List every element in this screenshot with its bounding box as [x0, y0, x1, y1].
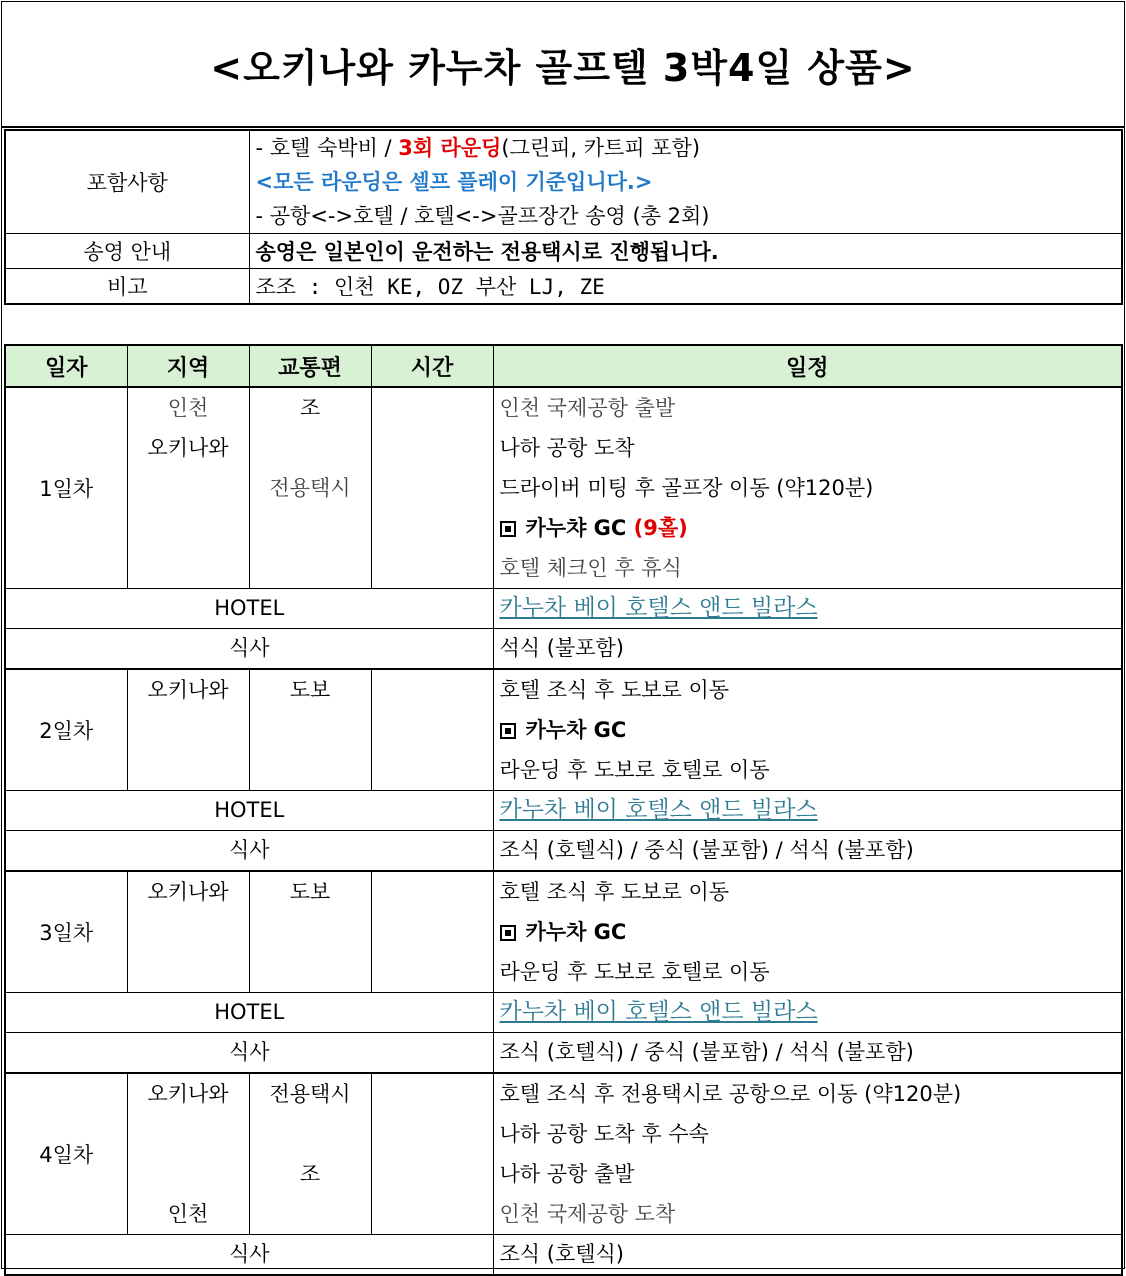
- day-2-hotel-row: [5, 791, 1122, 831]
- meal-value: 조식 (호텔식) / 중식 (불포함) / 석식 (불포함): [493, 831, 1122, 872]
- day-2-meal-row: [5, 831, 1122, 872]
- hotel-link[interactable]: 카누차 베이 호텔스 앤드 빌라스: [499, 595, 818, 621]
- hotel-link[interactable]: 카누차 베이 호텔스 앤드 빌라스: [499, 797, 818, 823]
- golf-course: 카누차 GC: [525, 718, 627, 742]
- golf-course: 카누챠 GC: [525, 516, 627, 540]
- region-line: 인천: [167, 396, 209, 420]
- note-label: 비고: [5, 269, 249, 305]
- transport-line: 조: [299, 396, 321, 420]
- schedule-line: 호텔 조식 후 전용택시로 공항으로 이동 (약120분): [499, 1082, 962, 1106]
- transfer-label: 송영 안내: [5, 234, 249, 269]
- day-4-row: [5, 1073, 1122, 1235]
- transfer-value: 송영은 일본인이 운전하는 전용택시로 진행됩니다.: [249, 234, 1122, 269]
- transport-line: 전용택시: [269, 1082, 351, 1106]
- day-1-meal-row: [5, 629, 1122, 670]
- schedule-line: 호텔 조식 후 도보로 이동: [499, 678, 730, 702]
- schedule-line: 드라이버 미팅 후 골프장 이동 (약120분): [499, 476, 874, 500]
- day-3-region: [127, 871, 249, 993]
- included-rounds: 3회 라운딩: [398, 136, 502, 160]
- header-region: 지역: [127, 345, 249, 387]
- day-2-schedule: [493, 669, 1122, 791]
- included-value: [249, 130, 1122, 234]
- included-line-2: <모든 라운딩은 셀프 플레이 기준입니다.>: [255, 170, 653, 194]
- day-2-region: [127, 669, 249, 791]
- hotel-label: HOTEL: [5, 791, 493, 831]
- included-line-1: [256, 131, 1122, 165]
- transport-line: 도보: [289, 678, 331, 702]
- hotel-label: HOTEL: [5, 589, 493, 629]
- meal-value: 조식 (호텔식) / 중식 (불포함) / 석식 (불포함): [493, 1033, 1122, 1074]
- schedule-line: 호텔 체크인 후 휴식: [499, 556, 682, 580]
- day-1-regions: [127, 387, 249, 589]
- included-label: 포함사항: [5, 130, 249, 234]
- schedule-line: 라운딩 후 도보로 호텔로 이동: [499, 758, 770, 782]
- golf-line: [494, 710, 1122, 750]
- day-3-hotel-row: [5, 993, 1122, 1033]
- note-value: 조조 : 인천 KE, OZ 부산 LJ, ZE: [249, 269, 1122, 305]
- day-1-transport: [249, 387, 371, 589]
- schedule-line: 라운딩 후 도보로 호텔로 이동: [499, 960, 770, 984]
- included-line1-post: (그린피, 카트피 포함): [501, 136, 701, 160]
- schedule-line: 호텔 조식 후 도보로 이동: [499, 880, 730, 904]
- square-bullet-icon: [500, 521, 516, 537]
- day-3-label: 3일차: [5, 871, 127, 993]
- header-row: [5, 345, 1122, 387]
- day-1-schedule: [493, 387, 1122, 589]
- meal-label: 식사: [5, 1033, 493, 1074]
- transport-line: 전용택시: [269, 476, 351, 500]
- hotel-link[interactable]: 카누차 베이 호텔스 앤드 빌라스: [499, 999, 818, 1025]
- day-3-meal-row: [5, 1033, 1122, 1074]
- hotel-cell: [493, 993, 1122, 1033]
- region-line: 오키나와: [147, 880, 229, 904]
- meal-label: 식사: [5, 831, 493, 872]
- day-1-hotel-row: [5, 589, 1122, 629]
- header-transport: 교통편: [249, 345, 371, 387]
- day-3-time: [371, 871, 493, 993]
- included-line1-pre: - 호텔 숙박비 /: [255, 136, 399, 160]
- day-4-meal-row: [5, 1235, 1122, 1276]
- day-2-label: 2일차: [5, 669, 127, 791]
- included-line-3: - 공항<->호텔 / 호텔<->골프장간 송영 (총 2회): [255, 204, 710, 228]
- golf-line: [494, 912, 1122, 952]
- schedule-line: 나하 공항 도착: [499, 436, 635, 460]
- hotel-cell: [493, 791, 1122, 831]
- day-4-label: 4일차: [5, 1073, 127, 1235]
- meal-label: 식사: [5, 629, 493, 670]
- day-1-label: 1일차: [5, 387, 127, 589]
- header-schedule: 일정: [493, 345, 1122, 387]
- day-3-schedule: [493, 871, 1122, 993]
- meal-value: 조식 (호텔식): [493, 1235, 1122, 1276]
- schedule-line: 나하 공항 출발: [499, 1162, 635, 1186]
- itinerary-page: [1, 1, 1125, 1269]
- meal-value: 석식 (불포함): [493, 629, 1122, 670]
- day-1-row: [5, 387, 1122, 589]
- info-table: [4, 129, 1123, 305]
- schedule-line: 인천 국제공항 출발: [499, 396, 676, 420]
- transport-line: 조: [299, 1162, 321, 1186]
- golf-holes: (9홀): [633, 516, 688, 540]
- day-2-row: [5, 669, 1122, 791]
- day-4-transport: [249, 1073, 371, 1235]
- transport-line: 도보: [289, 880, 331, 904]
- square-bullet-icon: [500, 925, 516, 941]
- hotel-cell: [493, 589, 1122, 629]
- region-line: 인천: [167, 1202, 209, 1226]
- day-1-time: [371, 387, 493, 589]
- region-line: 오키나와: [147, 1082, 229, 1106]
- page-title: <오키나와 카누차 골프텔 3박4일 상품>: [210, 45, 916, 90]
- day-3-transport: [249, 871, 371, 993]
- day-3-row: [5, 871, 1122, 993]
- schedule-line: 인천 국제공항 도착: [499, 1202, 676, 1226]
- day-2-transport: [249, 669, 371, 791]
- schedule-table: [4, 344, 1123, 1276]
- header-day: 일자: [5, 345, 127, 387]
- day-4-regions: [127, 1073, 249, 1235]
- region-line: 오키나와: [147, 436, 229, 460]
- title-box: [2, 2, 1124, 128]
- golf-line: [494, 508, 1122, 548]
- schedule-line: 나하 공항 도착 후 수속: [499, 1122, 709, 1146]
- region-line: 오키나와: [147, 678, 229, 702]
- golf-course: 카누차 GC: [525, 920, 627, 944]
- day-2-time: [371, 669, 493, 791]
- meal-label: 식사: [5, 1235, 493, 1276]
- day-4-schedule: [493, 1073, 1122, 1235]
- square-bullet-icon: [500, 723, 516, 739]
- hotel-label: HOTEL: [5, 993, 493, 1033]
- header-time: 시간: [371, 345, 493, 387]
- day-4-time: [371, 1073, 493, 1235]
